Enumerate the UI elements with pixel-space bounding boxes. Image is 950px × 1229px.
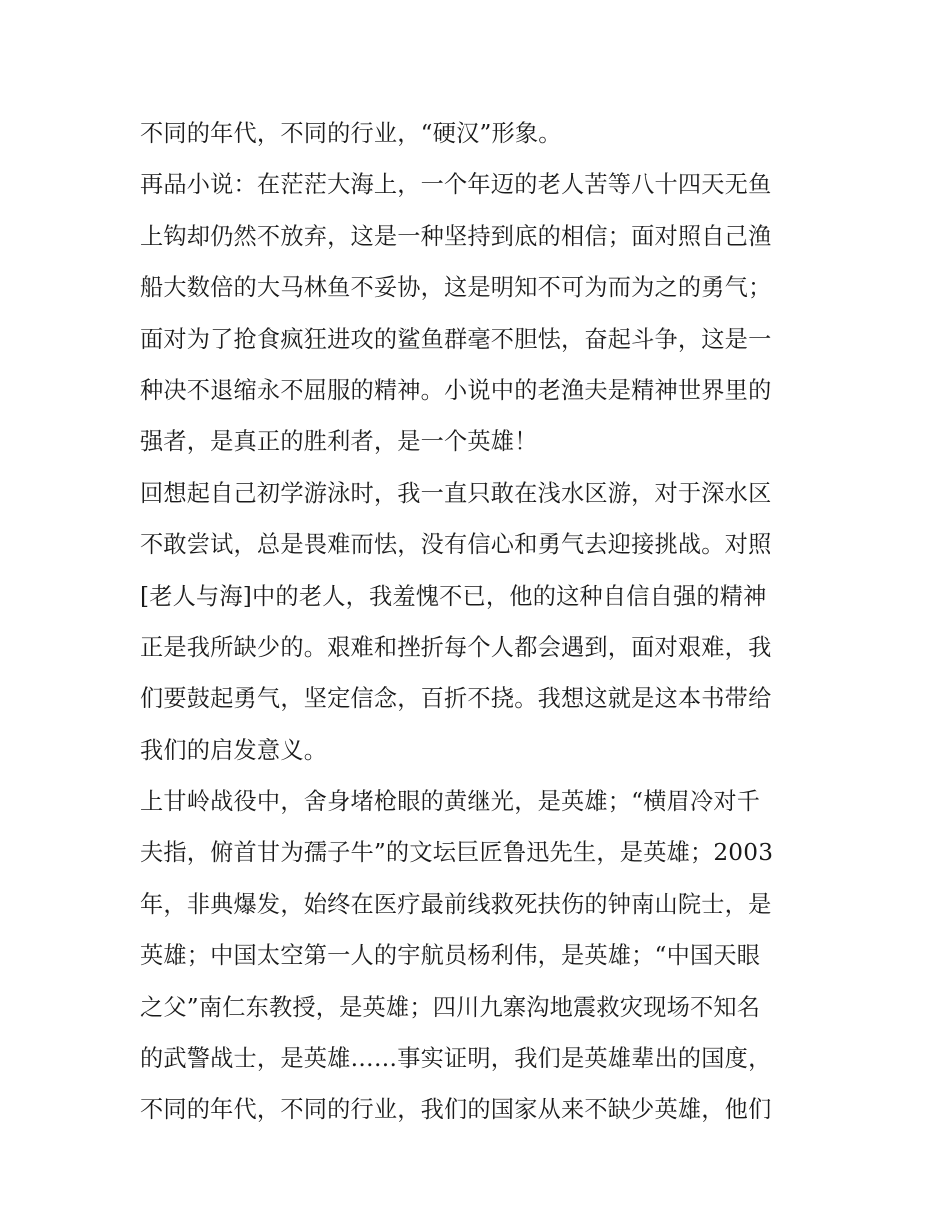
text-line: 强者，是真正的胜利者，是一个英雄！ <box>140 428 538 456</box>
document-text-body <box>140 108 830 1136</box>
text-line: 的武警战士，是英雄……事实证明，我们是英雄辈出的国度， <box>140 1045 772 1073</box>
text-line: 回想起自己初学游泳时，我一直只敢在浅水区游，对于深水区 <box>140 479 772 507</box>
text-line: 年，非典爆发，始终在医疗最前线救死扶伤的钟南山院士，是 <box>140 890 772 918</box>
text-line: 之父”南仁东教授，是英雄；四川九寨沟地震救灾现场不知名 <box>140 993 761 1021</box>
text-line: [老人与海]中的老人，我羞愧不已，他的这种自信自强的精神 <box>140 582 767 610</box>
text-line: 不敢尝试，总是畏难而怯，没有信心和勇气去迎接挑战。对照 <box>140 531 772 559</box>
text-line: 船大数倍的大马林鱼不妥协，这是明知不可为而为之的勇气； <box>140 274 772 302</box>
text-line: 们要鼓起勇气，坚定信念，百折不挠。我想这就是这本书带给 <box>140 685 772 713</box>
text-line: 上钩却仍然不放弃，这是一种坚持到底的相信；面对照自己渔 <box>140 222 772 250</box>
text-line: 种决不退缩永不屈服的精神。小说中的老渔夫是精神世界里的 <box>140 376 772 404</box>
text-line: 上甘岭战役中，舍身堵枪眼的黄继光，是英雄；“横眉冷对千 <box>140 788 761 816</box>
text-line: 正是我所缺少的。艰难和挫折每个人都会遇到，面对艰难，我 <box>140 633 772 661</box>
text-line: 再品小说：在茫茫大海上，一个年迈的老人苦等八十四天无鱼 <box>140 171 772 199</box>
text-line: 我们的启发意义。 <box>140 736 328 764</box>
text-line: 面对为了抢食疯狂进攻的鲨鱼群毫不胆怯，奋起斗争，这是一 <box>140 325 772 353</box>
text-line: 不同的年代，不同的行业，“硬汉”形象。 <box>140 120 562 147</box>
text-line: 夫指，俯首甘为孺子牛”的文坛巨匠鲁迅先生，是英雄；2003 <box>140 839 774 867</box>
text-line: 英雄；中国太空第一人的宇航员杨利伟，是英雄；“中国天眼 <box>140 942 761 970</box>
text-line: 不同的年代，不同的行业，我们的国家从来不缺少英雄，他们 <box>140 1096 772 1124</box>
